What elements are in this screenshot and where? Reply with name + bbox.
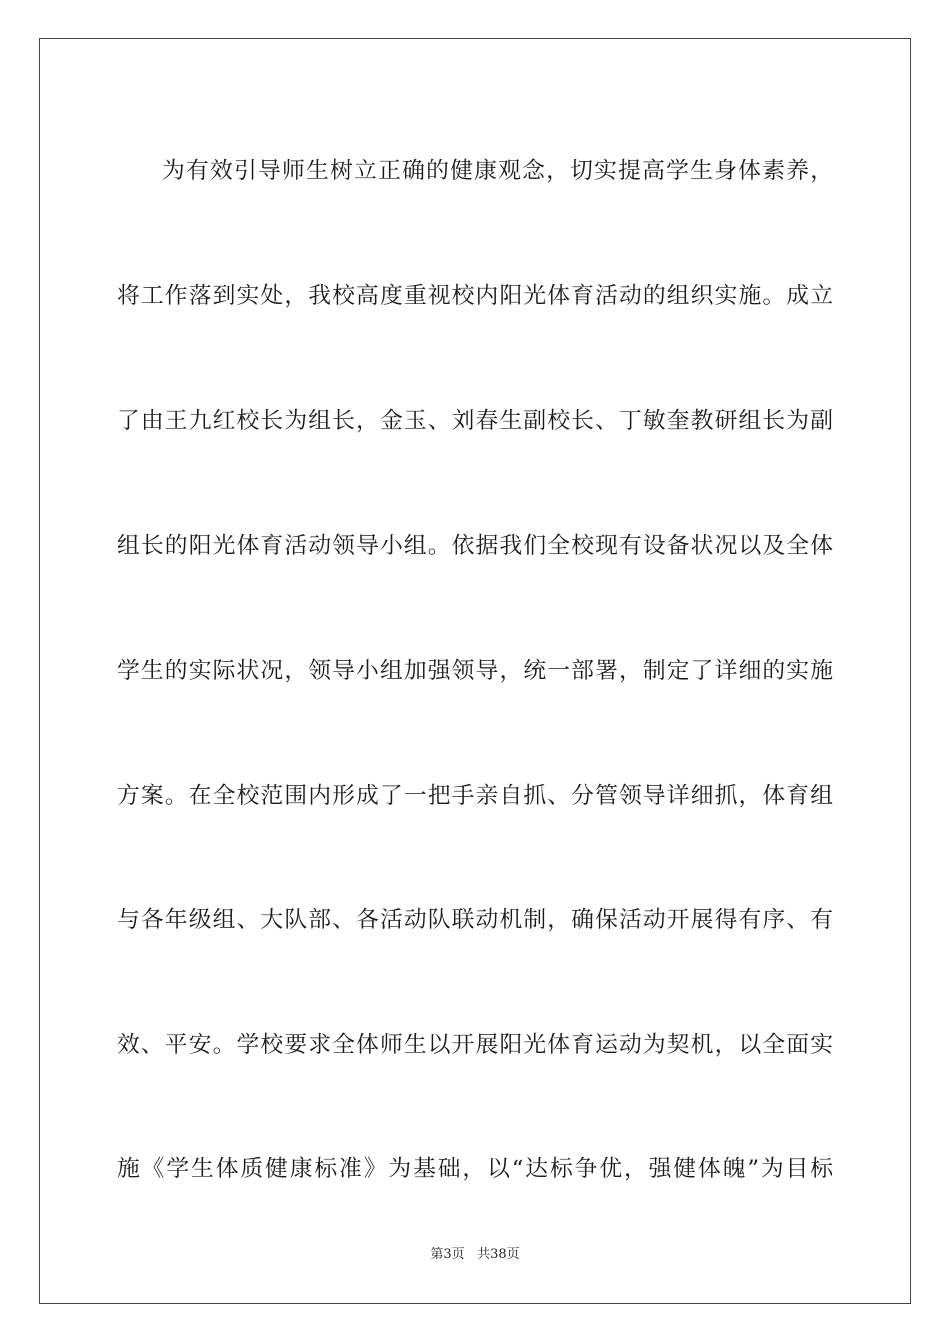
current-page-number: 第3页 (430, 1247, 465, 1262)
paragraph-line-6: 方案。在全校范围内形成了一把手亲自抓、分管领导详细抓，体育组 (117, 782, 833, 809)
paragraph-line-3: 了由王九红校长为组长，金玉、刘春生副校长、丁敏奎教研组长为副 (117, 407, 833, 434)
total-page-count: 共38页 (477, 1247, 520, 1262)
paragraph-line-7: 与各年级组、大队部、各活动队联动机制，确保活动开展得有序、有 (117, 906, 833, 933)
page-footer (0, 1245, 950, 1265)
paragraph-line-4: 组长的阳光体育活动领导小组。依据我们全校现有设备状况以及全体 (117, 532, 833, 559)
paragraph-line-9: 施《学生体质健康标准》为基础，以“达标争优，强健体魄”为目标 (117, 1155, 833, 1182)
paragraph-line-5: 学生的实际状况，领导小组加强领导，统一部署，制定了详细的实施 (117, 657, 833, 684)
paragraph-line-8: 效、平安。学校要求全体师生以开展阳光体育运动为契机，以全面实 (117, 1031, 833, 1058)
paragraph-line-1: 为有效引导师生树立正确的健康观念，切实提高学生身体素养， (162, 157, 833, 184)
paragraph-line-2: 将工作落到实处，我校高度重视校内阳光体育活动的组织实施。成立 (117, 282, 833, 309)
